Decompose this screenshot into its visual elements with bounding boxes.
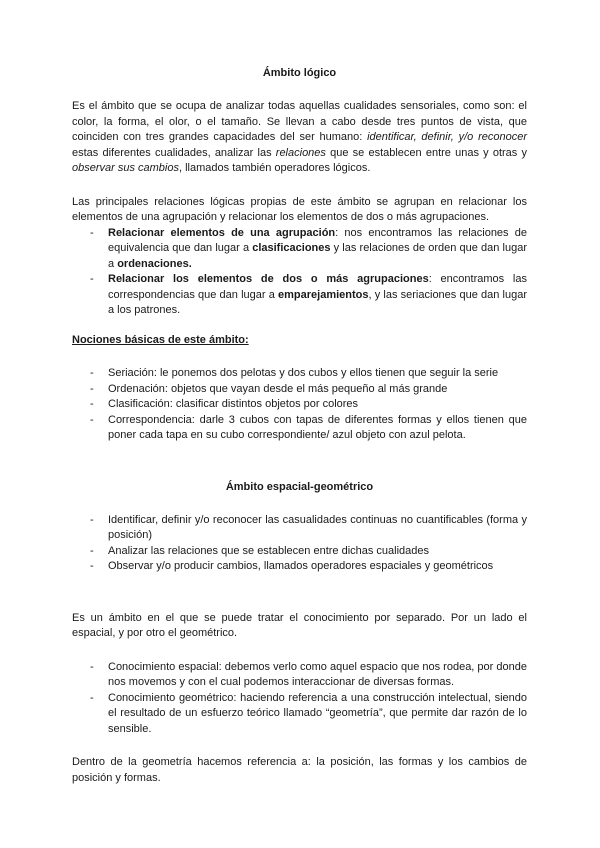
document-page bbox=[72, 66, 527, 786]
list-item: - Identificar, definir y/o reconocer las casualidades continuas no cuantificables (forma y posición) bbox=[72, 513, 527, 544]
list-item: - Conocimiento espacial: debemos verlo como aquel espacio que nos rodea, por donde nos movemos y con el cual podemos interaccionar de diversas formas. bbox=[72, 660, 527, 691]
paragraph-conocimiento: Es un ámbito en el que se puede tratar el conocimiento por separado. Por un lado el espacial, y por otro el geométrico. bbox=[72, 611, 527, 639]
list-item: - Relacionar los elementos de dos o más agrupaciones: encontramos las correspondencias que dan lugar a emparejamientos, y las seriaciones que dan lugar a los patrones. bbox=[72, 272, 527, 319]
list-item: - Conocimiento geométrico: haciendo referencia a una construcción intelectual, siendo el resultado de un esfuerzo teórico llamado “geometría”, que permite dar razón de lo sensible. bbox=[72, 691, 527, 738]
list-item: - Seriación: le ponemos dos pelotas y dos cubos y ellos tienen que seguir la serie bbox=[72, 366, 527, 382]
section-title-ambito-logico: Ámbito lógico bbox=[262, 67, 337, 79]
list-item: - Ordenación: objetos que vayan desde el más pequeño al más grande bbox=[72, 382, 527, 398]
espacial-list bbox=[72, 513, 527, 575]
conocimiento-list bbox=[72, 660, 527, 738]
paragraph-intro: Es el ámbito que se ocupa de analizar todas aquellas cualidades sensoriales, como son: el color, la forma, el olor, o el tamaño. Se llevan a cabo desde tres puntos de vista, que coinciden con tres grandes capacidades del ser humano: identificar, definir, y/o reconocer estas diferentes cualidades, analizar las relaciones que se establecen entre unas y otras y observar sus cambios, llamados también operadores lógicos. bbox=[72, 100, 527, 174]
list-item: - Correspondencia: darle 3 cubos con tapas de diferentes formas y ellos tienen que poner cada tapa en su cubo correspondiente/ azul objeto con azul pelota. bbox=[72, 413, 527, 444]
list-item: - Observar y/o producir cambios, llamados operadores espaciales y geométricos bbox=[72, 559, 527, 575]
section-title-ambito-espacial: Ámbito espacial-geométrico bbox=[225, 480, 374, 493]
list-item: - Relacionar elementos de una agrupación: nos encontramos las relaciones de equivalencia que dan lugar a clasificaciones y las relaciones de orden que dan lugar a ordenaciones. bbox=[72, 226, 527, 273]
list-item: - Analizar las relaciones que se establecen entre dichas cualidades bbox=[72, 544, 527, 560]
nociones-heading: Nociones básicas de este ámbito: bbox=[72, 333, 249, 346]
list-item: - Clasificación: clasificar distintos objetos por colores bbox=[72, 397, 527, 413]
relaciones-list bbox=[72, 226, 527, 319]
nociones-list bbox=[72, 366, 527, 444]
paragraph-geometria: Dentro de la geometría hacemos referencia a: la posición, las formas y los cambios de posición y formas. bbox=[72, 756, 527, 784]
paragraph-relaciones: Las principales relaciones lógicas propias de este ámbito se agrupan en relacionar los elementos de una agrupación y relacionar los elementos de dos o más agrupaciones. bbox=[72, 195, 527, 223]
